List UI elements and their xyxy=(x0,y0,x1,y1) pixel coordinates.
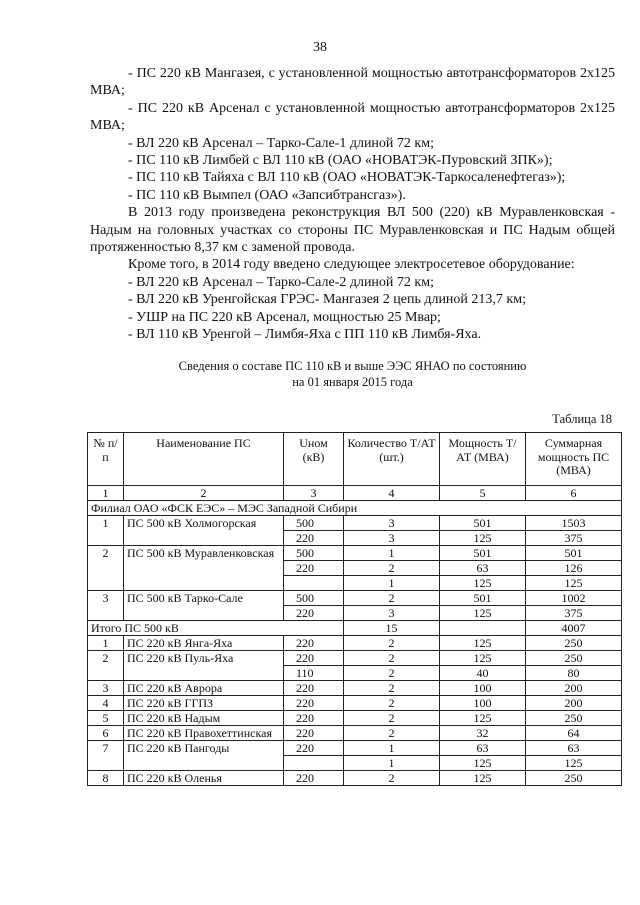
total-power-cell: 125 xyxy=(526,576,622,591)
table-heading xyxy=(90,358,615,390)
substation-name: ПС 500 кВ Холмогорская xyxy=(124,516,284,546)
power-cell: 125 xyxy=(440,636,526,651)
quantity-cell: 3 xyxy=(344,606,440,621)
table-row xyxy=(88,771,622,786)
quantity-cell: 2 xyxy=(344,681,440,696)
substation-name: ПС 500 кВ Тарко-Сале xyxy=(124,591,284,621)
header-quantity: Количество Т/АТ (шт.) xyxy=(344,433,440,486)
header-power: Мощность Т/АТ (МВА) xyxy=(440,433,526,486)
column-number: 5 xyxy=(440,486,526,501)
section-title-row xyxy=(88,501,622,516)
table-row xyxy=(88,696,622,711)
quantity-cell: 1 xyxy=(344,756,440,771)
total-power-cell: 1503 xyxy=(526,516,622,531)
quantity-cell: 1 xyxy=(344,741,440,756)
total-power-cell: 126 xyxy=(526,561,622,576)
table-row xyxy=(88,546,622,561)
column-number: 3 xyxy=(284,486,344,501)
row-number: 3 xyxy=(88,681,124,696)
power-cell: 125 xyxy=(440,756,526,771)
header-total-power: Суммарная мощность ПС (МВА) xyxy=(526,433,622,486)
table-row xyxy=(88,711,622,726)
quantity-cell: 2 xyxy=(344,711,440,726)
substations-table xyxy=(87,432,622,786)
substation-name: ПС 220 кВ Аврора xyxy=(124,681,284,696)
voltage-cell: 220 xyxy=(284,741,344,756)
column-number: 6 xyxy=(526,486,622,501)
substation-name: ПС 220 кВ ГГПЗ xyxy=(124,696,284,711)
power-cell: 63 xyxy=(440,741,526,756)
table-header-row xyxy=(88,433,622,486)
total-power-cell: 200 xyxy=(526,681,622,696)
paragraph: - ПС 220 кВ Арсенал с установленной мощностью автотрансформаторов 2х125 МВА; xyxy=(90,100,615,134)
total-power-cell: 375 xyxy=(526,606,622,621)
total-power-empty xyxy=(440,621,526,636)
row-number: 7 xyxy=(88,741,124,771)
table-heading-line2: на 01 января 2015 года xyxy=(292,375,413,389)
power-cell: 125 xyxy=(440,576,526,591)
total-power-cell: 63 xyxy=(526,741,622,756)
table-heading-line1: Сведения о составе ПС 110 кВ и выше ЭЭС ЯНАО по состоянию xyxy=(178,359,527,373)
header-name: Наименование ПС xyxy=(124,433,284,486)
table-row xyxy=(88,726,622,741)
voltage-cell: 110 xyxy=(284,666,344,681)
row-number: 3 xyxy=(88,591,124,621)
substation-name: ПС 220 кВ Пуль-Яха xyxy=(124,651,284,681)
table-row xyxy=(88,516,622,531)
header-voltage: Uном (кВ) xyxy=(284,433,344,486)
total-power-cell: 125 xyxy=(526,756,622,771)
power-cell: 100 xyxy=(440,696,526,711)
power-cell: 125 xyxy=(440,606,526,621)
table-row xyxy=(88,636,622,651)
paragraph: - УШР на ПС 220 кВ Арсенал, мощностью 25 Мвар; xyxy=(128,309,441,325)
paragraph: В 2013 году произведена реконструкция ВЛ 500 (220) кВ Муравленковская - Надым на головных участках со стороны ПС Муравленковская и ПС Надым общей протяженностью 8,37 км с заменой провода. xyxy=(90,205,615,256)
quantity-cell: 2 xyxy=(344,666,440,681)
quantity-cell: 2 xyxy=(344,636,440,651)
voltage-cell: 220 xyxy=(284,606,344,621)
total-power-value: 4007 xyxy=(526,621,622,636)
voltage-cell: 220 xyxy=(284,711,344,726)
power-cell: 125 xyxy=(440,711,526,726)
paragraph: - ПС 220 кВ Мангазея, с установленной мощностью автотрансформаторов 2х125 МВА; xyxy=(90,66,615,99)
paragraph: Кроме того, в 2014 году введено следующее электросетевое оборудование: xyxy=(128,257,575,273)
paragraph: - ВЛ 220 кВ Уренгойская ГРЭС- Мангазея 2 цепь длиной 213,7 км; xyxy=(128,292,526,308)
total-power-cell: 250 xyxy=(526,651,622,666)
paragraph: - ВЛ 220 кВ Арсенал – Тарко-Сале-2 длиной 72 км; xyxy=(128,274,434,290)
quantity-cell: 2 xyxy=(344,696,440,711)
power-cell: 125 xyxy=(440,651,526,666)
total-row xyxy=(88,621,622,636)
column-number: 1 xyxy=(88,486,124,501)
total-power-cell: 501 xyxy=(526,546,622,561)
substation-name: ПС 220 кВ Оленья xyxy=(124,771,284,786)
total-power-cell: 200 xyxy=(526,696,622,711)
paragraph: - ПС 110 кВ Тайяха с ВЛ 110 кВ (ОАО «НОВАТЭК-Таркосаленефтегаз»); xyxy=(128,170,566,186)
row-number: 2 xyxy=(88,651,124,681)
row-number: 8 xyxy=(88,771,124,786)
substation-name: ПС 500 кВ Муравленковская xyxy=(124,546,284,591)
total-power-cell: 250 xyxy=(526,771,622,786)
voltage-cell: 220 xyxy=(284,561,344,576)
table-label: Таблица 18 xyxy=(552,412,612,426)
row-number: 4 xyxy=(88,696,124,711)
power-cell: 125 xyxy=(440,531,526,546)
row-number: 1 xyxy=(88,516,124,546)
quantity-cell: 3 xyxy=(344,516,440,531)
column-number: 2 xyxy=(124,486,284,501)
table-row xyxy=(88,741,622,756)
power-cell: 100 xyxy=(440,681,526,696)
row-number: 5 xyxy=(88,711,124,726)
power-cell: 63 xyxy=(440,561,526,576)
total-power-cell: 375 xyxy=(526,531,622,546)
total-label: Итого ПС 500 кВ xyxy=(88,621,344,636)
paragraph: - ВЛ 110 кВ Уренгой – Лимбя-Яха с ПП 110 кВ Лимбя-Яха. xyxy=(128,327,482,343)
quantity-cell: 2 xyxy=(344,561,440,576)
row-number: 2 xyxy=(88,546,124,591)
voltage-cell xyxy=(284,576,344,591)
quantity-cell: 1 xyxy=(344,546,440,561)
substation-name: ПС 220 кВ Правохеттинская xyxy=(124,726,284,741)
voltage-cell: 220 xyxy=(284,636,344,651)
power-cell: 40 xyxy=(440,666,526,681)
section-title-row-label: Филиал ОАО «ФСК ЕЭС» – МЭС Западной Сибири xyxy=(88,501,622,516)
table-row xyxy=(88,591,622,606)
voltage-cell: 220 xyxy=(284,726,344,741)
power-cell: 32 xyxy=(440,726,526,741)
substation-name: ПС 220 кВ Пангоды xyxy=(124,741,284,771)
voltage-cell: 500 xyxy=(284,591,344,606)
quantity-cell: 3 xyxy=(344,531,440,546)
table-row xyxy=(88,681,622,696)
voltage-cell: 500 xyxy=(284,546,344,561)
power-cell: 501 xyxy=(440,546,526,561)
total-power-cell: 80 xyxy=(526,666,622,681)
total-power-cell: 250 xyxy=(526,636,622,651)
total-power-cell: 1002 xyxy=(526,591,622,606)
voltage-cell: 220 xyxy=(284,651,344,666)
page-number: 38 xyxy=(313,40,327,55)
quantity-cell: 2 xyxy=(344,591,440,606)
column-number: 4 xyxy=(344,486,440,501)
row-number: 6 xyxy=(88,726,124,741)
quantity-cell: 2 xyxy=(344,771,440,786)
substation-name: ПС 220 кВ Надым xyxy=(124,711,284,726)
column-numbers-row xyxy=(88,486,622,501)
total-power-cell: 64 xyxy=(526,726,622,741)
table-row xyxy=(88,651,622,666)
paragraph: - ПС 110 кВ Лимбей с ВЛ 110 кВ (ОАО «НОВАТЭК-Пуровский ЗПК»); xyxy=(128,153,553,169)
paragraph: - ВЛ 220 кВ Арсенал – Тарко-Сале-1 длиной 72 км; xyxy=(128,135,434,151)
power-cell: 501 xyxy=(440,591,526,606)
body-text xyxy=(90,65,615,344)
voltage-cell xyxy=(284,756,344,771)
quantity-cell: 1 xyxy=(344,576,440,591)
power-cell: 125 xyxy=(440,771,526,786)
voltage-cell: 220 xyxy=(284,771,344,786)
total-quantity: 15 xyxy=(344,621,440,636)
quantity-cell: 2 xyxy=(344,726,440,741)
voltage-cell: 500 xyxy=(284,516,344,531)
substation-name: ПС 220 кВ Янга-Яха xyxy=(124,636,284,651)
total-power-cell: 250 xyxy=(526,711,622,726)
paragraph: - ПС 110 кВ Вымпел (ОАО «Запсибтрансгаз»). xyxy=(128,187,406,203)
voltage-cell: 220 xyxy=(284,696,344,711)
quantity-cell: 2 xyxy=(344,651,440,666)
voltage-cell: 220 xyxy=(284,531,344,546)
header-num: № п/п xyxy=(88,433,124,486)
power-cell: 501 xyxy=(440,516,526,531)
voltage-cell: 220 xyxy=(284,681,344,696)
row-number: 1 xyxy=(88,636,124,651)
